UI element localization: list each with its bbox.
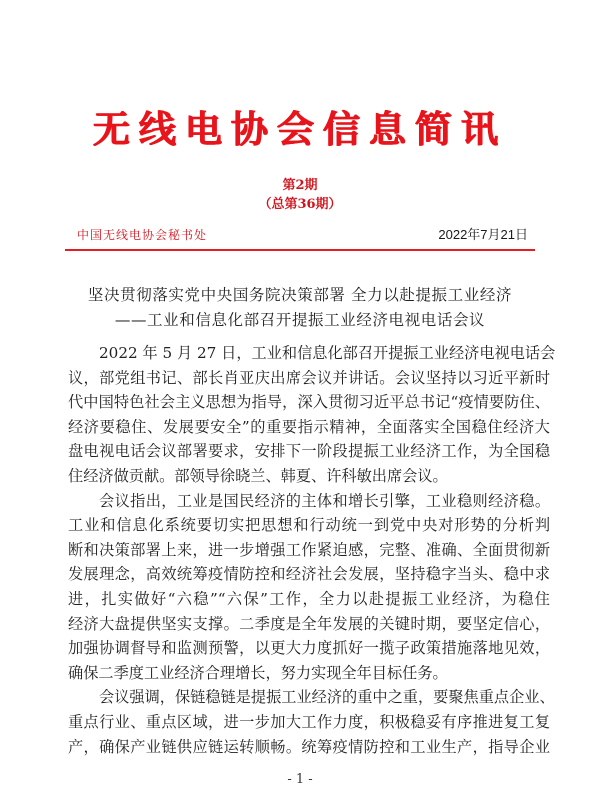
- masthead-title: 无线电协会信息简讯: [93, 107, 507, 151]
- body-line: 2022 年 5 月 27 日，工业和信息化部召开提振工业经济电视电话会: [99, 344, 556, 362]
- article-heading: [0, 283, 600, 333]
- article-subtitle: ——工业和信息化部召开提振工业经济电视电话会议: [114, 311, 486, 329]
- body-line: 会议指出，工业是国民经济的主体和增长引擎，工业稳则经济稳。: [99, 491, 550, 510]
- issue-total: （总第36期）: [258, 197, 342, 212]
- article-body: [68, 341, 556, 759]
- body-line: 产，确保产业链供应链运转顺畅。统筹疫情防控和工业生产，指导企业: [68, 737, 550, 756]
- body-line: 确保二季度工业经济合理增长，努力实现全年目标任务。: [68, 663, 448, 682]
- body-line: 盘电视电话会议部署要求，安排下一阶段提振工业经济工作，为全国稳: [68, 442, 550, 461]
- issue-number: 第2期: [282, 178, 318, 193]
- body-line: 加强协调督导和监测预警，以更大力度抓好一揽子政策措施落地见效，: [68, 639, 550, 658]
- body-line: 重点行业、重点区域，进一步加大工作力度，积极稳妥有序推进复工复: [68, 712, 550, 731]
- issue-date: 2022年7月21日: [438, 227, 528, 242]
- article-title: 坚决贯彻落实党中央国务院决策部署 全力以赴提振工业经济: [87, 286, 513, 304]
- body-line: 进，扎实做好“六稳”“六保”工作，全力以赴提振工业经济，为稳住: [68, 589, 550, 608]
- body-line: 议，部党组书记、部长肖亚庆出席会议并讲话。会议坚持以习近平新时: [68, 368, 550, 387]
- body-line: 发展理念，高效统筹疫情防控和经济社会发展，坚持稳字当头、稳中求: [68, 565, 550, 584]
- header-divider: [65, 249, 535, 251]
- body-line: 代中国特色社会主义思想为指导，深入贯彻习近平总书记“疫情要防住、: [68, 393, 550, 412]
- issuer-name: 中国无线电协会秘书处: [77, 228, 208, 242]
- body-line: 会议强调，保链稳链是提振工业经济的重中之重，要聚焦重点企业、: [99, 688, 555, 707]
- body-line: 经济要稳住、发展要安全”的重要指示精神，全面落实全国稳住经济大: [68, 417, 550, 436]
- issue-block: [0, 176, 600, 214]
- body-line: 工业和信息化系统要切实把思想和行动统一到党中央对形势的分析判: [68, 516, 550, 535]
- body-line: 断和决策部署上来，进一步增强工作紧迫感，完整、准确、全面贯彻新: [68, 540, 550, 559]
- body-line: 经济大盘提供坚实支撑。二季度是全年发展的关键时期，要坚定信心，: [68, 614, 550, 633]
- body-line: 住经济做贡献。部领导徐晓兰、韩夏、许科敏出席会议。: [68, 466, 448, 485]
- header-bar: [65, 226, 535, 244]
- page-number: - 1 -: [287, 772, 313, 788]
